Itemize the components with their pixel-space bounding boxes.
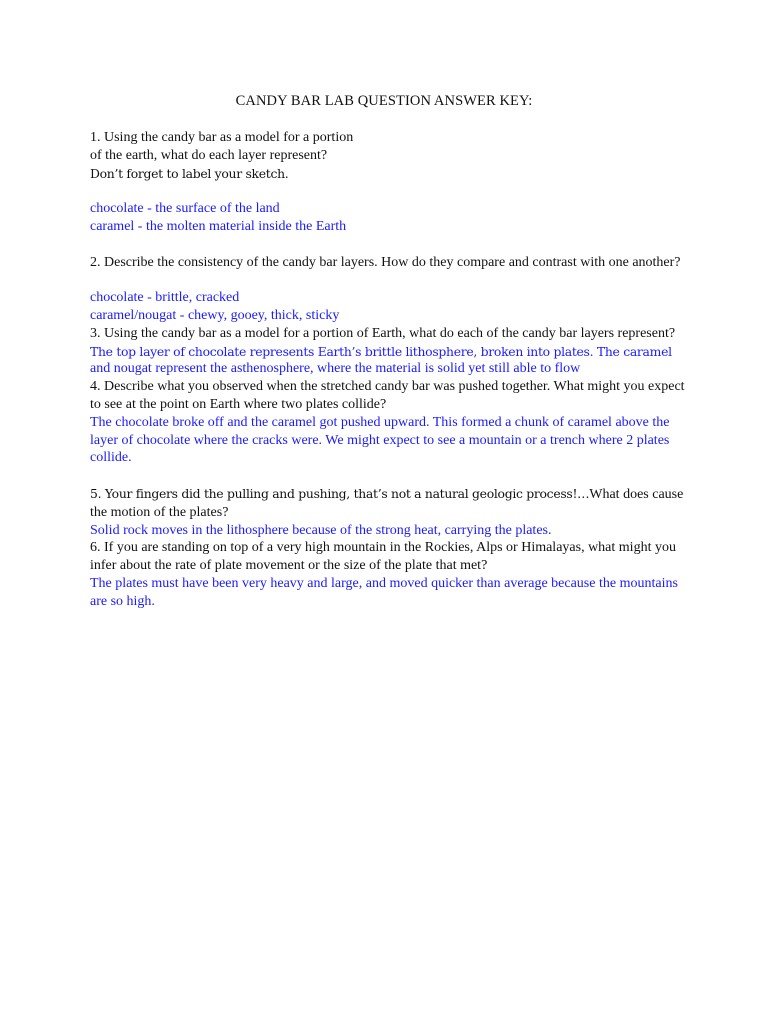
- answer-5: Solid rock moves in the lithosphere because of the strong heat, carrying the plates.: [90, 522, 552, 538]
- question-4: 4. Describe what you observed when the stretched candy bar was pushed together. What might you expect to see at the point on Earth where two plates collide?: [90, 379, 685, 412]
- question-5-part-2: What does cause the motion of the plates?: [90, 486, 684, 520]
- question-2: 2. Describe the consistency of the candy bar layers. How do they compare and contrast with one another?: [90, 254, 681, 270]
- answer-3-line-1: The top layer of chocolate represents Earth’s brittle lithosphere, broken into plates. The caramel: [90, 343, 672, 359]
- answer-6: The plates must have been very heavy and large, and moved quicker than average because the mountains are so high.: [90, 575, 678, 609]
- answer-4: The chocolate broke off and the caramel got pushed upward. This formed a chunk of caramel above the layer of chocolate where the cracks were. We might expect to see a mountain or a trench where 2 plates collide.: [90, 414, 670, 466]
- question-5-part-1: 5. Your fingers did the pulling and pushing, that’s not a natural geologic process!…: [90, 485, 590, 501]
- answer-3-line-2: and nougat represent the asthenosphere, where the material is solid yet still able to flow: [90, 361, 581, 377]
- answer-2-line-1: chocolate - brittle, cracked: [90, 290, 240, 306]
- question-5: [90, 485, 690, 522]
- question-1-line-1: 1. Using the candy bar as a model for a portion: [90, 130, 354, 145]
- question-6: 6. If you are standing on top of a very high mountain in the Rockies, Alps or Himalayas, what might you infer about the rate of plate movement or the size of the plate that met?: [90, 540, 676, 574]
- document-body: [90, 129, 690, 611]
- answer-2-line-2: caramel/nougat - chewy, gooey, thick, sticky: [90, 307, 340, 323]
- question-1-line-3: Don’t forget to label your sketch.: [90, 165, 289, 181]
- question-1-line-2: of the earth, what do each layer represent?: [90, 147, 328, 163]
- answer-1-line-2: caramel - the molten material inside the Earth: [90, 218, 347, 234]
- question-3: 3. Using the candy bar as a model for a portion of Earth, what do each of the candy bar layers represent?: [90, 325, 676, 341]
- answer-1-line-1: chocolate - the surface of the land: [90, 201, 280, 217]
- document-title: CANDY BAR LAB QUESTION ANSWER KEY:: [235, 93, 533, 109]
